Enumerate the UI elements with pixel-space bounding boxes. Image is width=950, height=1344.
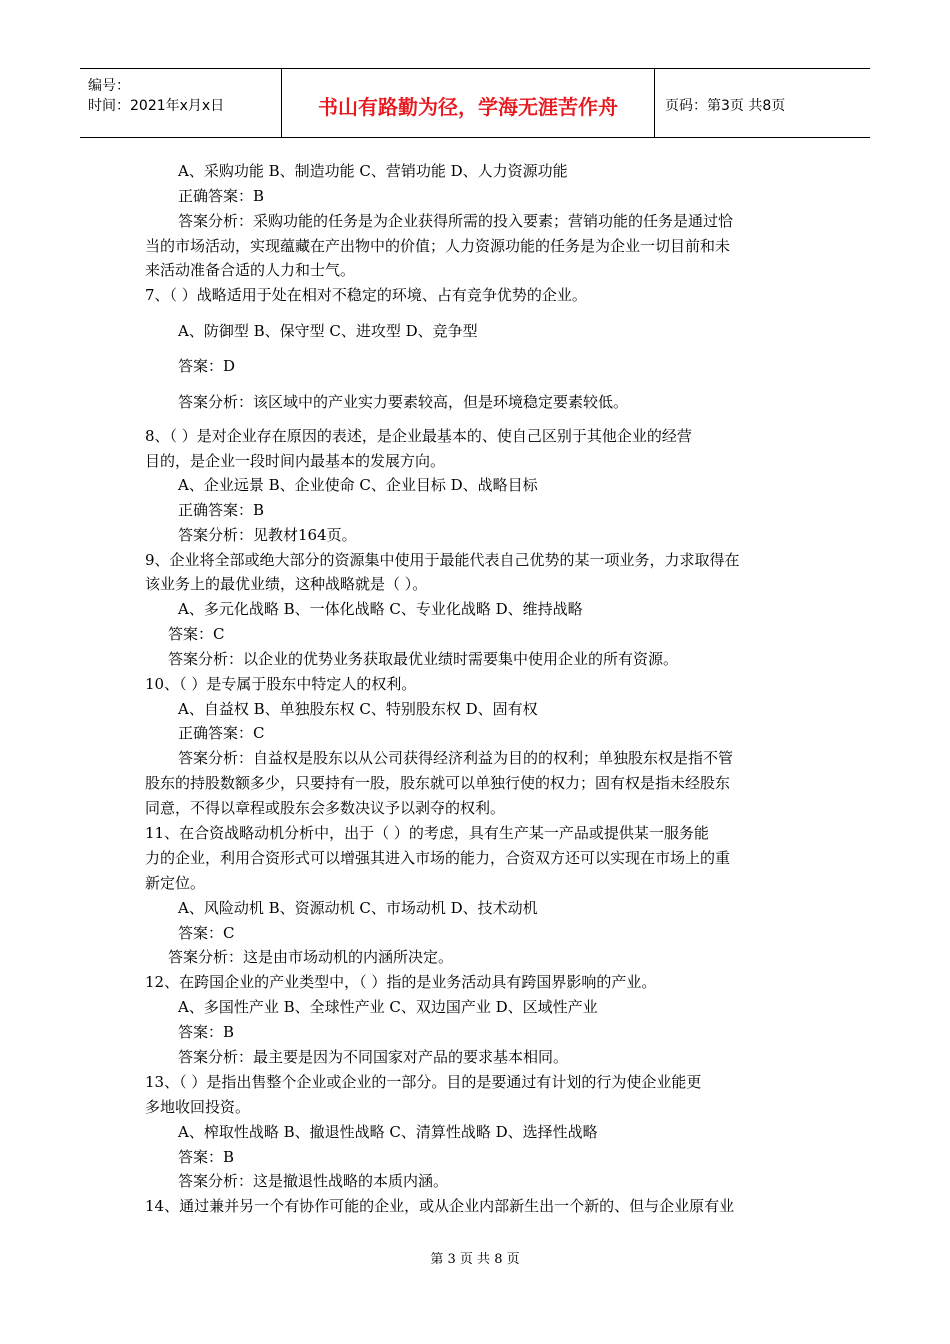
option-line: A、多元化战略 B、一体化战略 C、专业化战略 D、维持战略 bbox=[178, 600, 583, 618]
analysis-line: 答案分析：见教材164页。 bbox=[178, 526, 357, 544]
question-line: 14、通过兼并另一个有协作可能的企业，或从企业内部新生出一个新的、但与企业原有业 bbox=[145, 1197, 735, 1215]
analysis-line: 同意，不得以章程或股东会多数决议予以剥夺的权利。 bbox=[145, 799, 506, 817]
answer-line: 答案：C bbox=[178, 924, 235, 942]
answer-line: 正确答案：B bbox=[178, 501, 265, 519]
question-line: 11、在合资战略动机分析中，出于（ ）的考虑，具有生产某一产品或提供某一服务能 bbox=[145, 824, 709, 842]
analysis-line: 答案分析：这是撤退性战略的本质内涵。 bbox=[178, 1172, 449, 1190]
analysis-line: 答案分析：以企业的优势业务获取最优业绩时需要集中使用企业的所有资源。 bbox=[168, 650, 679, 668]
option-line: A、企业远景 B、企业使命 C、企业目标 D、战略目标 bbox=[178, 476, 538, 494]
document-number-label: 编号： bbox=[88, 78, 130, 94]
question-line: 13、（ ）是指出售整个企业或企业的一部分。目的是要通过有计划的行为使企业能更 bbox=[145, 1073, 702, 1091]
analysis-line: 当的市场活动，实现蕴藏在产出物中的价值；人力资源功能的任务是为企业一切目前和未 bbox=[145, 237, 731, 255]
analysis-line: 来活动准备合适的人力和士气。 bbox=[145, 261, 356, 279]
question-line: 12、在跨国企业的产业类型中，（ ）指的是业务活动具有跨国界影响的产业。 bbox=[145, 973, 657, 991]
header-meta-cell bbox=[80, 69, 282, 137]
answer-line: 答案：B bbox=[178, 1023, 235, 1041]
answer-line: 正确答案：B bbox=[178, 187, 265, 205]
option-line: A、风险动机 B、资源动机 C、市场动机 D、技术动机 bbox=[178, 899, 538, 917]
analysis-line: 股东的持股数额多少，只要持有一股，股东就可以单独行使的权力；固有权是指未经股东 bbox=[145, 774, 731, 792]
question-line: 7、（ ）战略适用于处在相对不稳定的环境、占有竞争优势的企业。 bbox=[145, 286, 587, 304]
question-line: 该业务上的最优业绩，这种战略就是（ ）。 bbox=[145, 575, 428, 593]
option-line: A、榨取性战略 B、撤退性战略 C、清算性战略 D、选择性战略 bbox=[178, 1123, 598, 1141]
answer-line: 正确答案：C bbox=[178, 724, 265, 742]
analysis-line: 答案分析：该区域中的产业实力要素较高，但是环境稳定要素较低。 bbox=[178, 393, 629, 411]
question-line: 新定位。 bbox=[145, 874, 206, 892]
option-line: A、多国性产业 B、全球性产业 C、双边国产业 D、区域性产业 bbox=[178, 998, 598, 1016]
option-line: A、防御型 B、保守型 C、进攻型 D、竞争型 bbox=[178, 322, 478, 340]
answer-line: 答案：B bbox=[178, 1148, 235, 1166]
analysis-line: 答案分析：这是由市场动机的内涵所决定。 bbox=[168, 948, 454, 966]
motto-text: 书山有路勤为径，学海无涯苦作舟 bbox=[318, 95, 618, 119]
answer-line: 答案：C bbox=[168, 625, 225, 643]
analysis-line: 答案分析：采购功能的任务是为企业获得所需的投入要素；营销功能的任务是通过恰 bbox=[178, 212, 734, 230]
page-footer: 第 3 页 共 8 页 bbox=[430, 1252, 520, 1267]
option-line: A、自益权 B、单独股东权 C、特别股东权 D、固有权 bbox=[178, 700, 538, 718]
question-line: 10、（ ）是专属于股东中特定人的权利。 bbox=[145, 675, 417, 693]
question-line: 9、企业将全部或绝大部分的资源集中使用于最能代表自己优势的某一项业务，力求取得在 bbox=[145, 551, 740, 569]
option-line: A、采购功能 B、制造功能 C、营销功能 D、人力资源功能 bbox=[178, 162, 568, 180]
question-line: 8、（ ）是对企业存在原因的表述，是企业最基本的、使自己区别于其他企业的经营 bbox=[145, 427, 692, 445]
header-motto-cell bbox=[282, 69, 655, 137]
analysis-line: 答案分析：最主要是因为不同国家对产品的要求基本相同。 bbox=[178, 1048, 569, 1066]
question-line: 力的企业，利用合资形式可以增强其进入市场的能力，合资双方还可以实现在市场上的重 bbox=[145, 849, 731, 867]
document-time-label: 时间：2021年x月x日 bbox=[88, 98, 225, 114]
answer-line: 答案：D bbox=[178, 357, 236, 375]
question-line: 目的，是企业一段时间内最基本的发展方向。 bbox=[145, 452, 446, 470]
page-header bbox=[80, 68, 870, 138]
header-page-cell bbox=[655, 69, 870, 137]
page-info: 页码：第3页 共8页 bbox=[665, 98, 786, 114]
question-line: 多地收回投资。 bbox=[145, 1098, 251, 1116]
analysis-line: 答案分析：自益权是股东以从公司获得经济利益为目的的权利；单独股东权是指不管 bbox=[178, 749, 734, 767]
